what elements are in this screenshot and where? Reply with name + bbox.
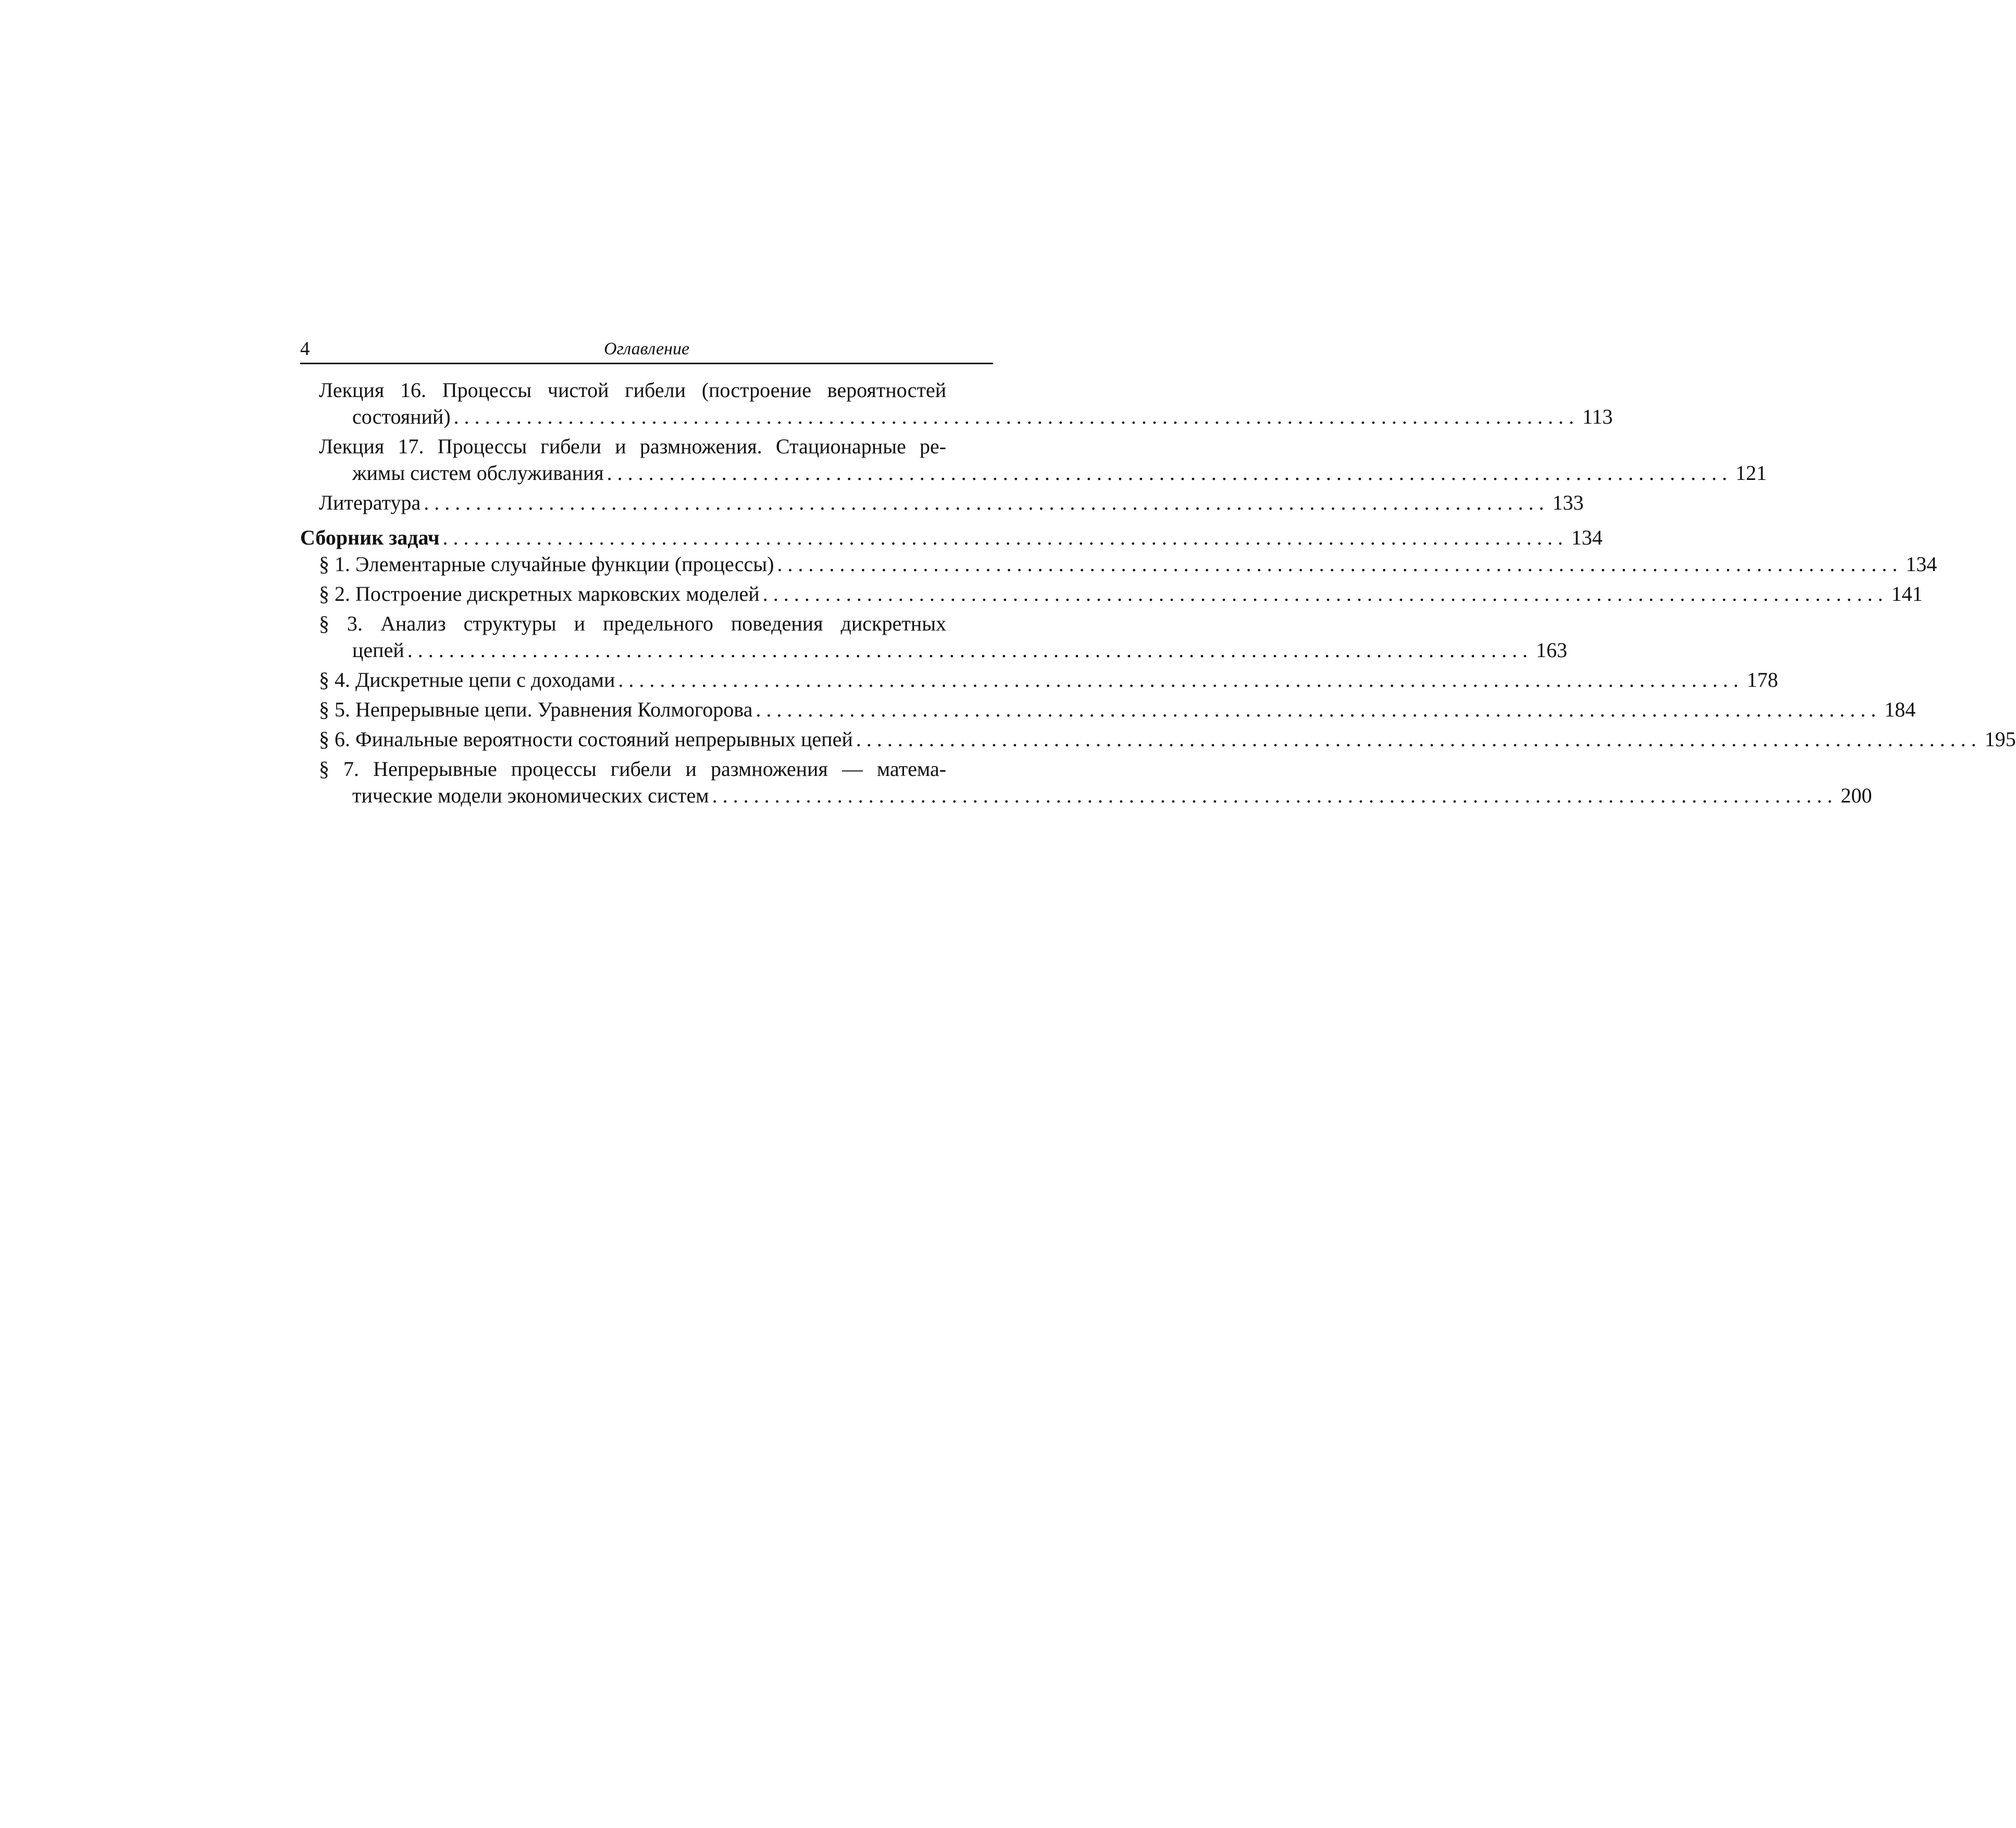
toc-entry-title: § 2. Построение дискретных марковских моделей — [319, 582, 760, 606]
toc-entry-section-3[interactable] — [300, 610, 1567, 663]
toc-entry-section-2[interactable] — [300, 580, 1923, 607]
toc-entry-title-line: § 3. Анализ структуры и предельного поведения дискретных — [319, 612, 946, 635]
dot-leader: ............................................................................................................ — [777, 552, 1903, 576]
toc-page-number: 141 — [1891, 582, 1923, 606]
toc-entry-title: § 5. Непрерывные цепи. Уравнения Колмогорова — [319, 698, 753, 721]
toc-entry-section-6[interactable] — [300, 726, 2016, 752]
toc-entry-section-4[interactable] — [300, 666, 1778, 693]
page-number: 4 — [300, 338, 310, 360]
toc-page-number: 184 — [1884, 698, 1916, 721]
toc-entry-last-line — [319, 460, 1767, 486]
toc-entry-line — [319, 696, 1916, 723]
toc-entry-title-line: Лекция 16. Процессы чистой гибели (построение вероятностей — [319, 378, 946, 402]
toc-entry-title-continuation: жимы систем обслуживания — [352, 461, 604, 485]
toc-entry-line — [319, 666, 1778, 693]
dot-leader: ............................................................................................................ — [762, 582, 1888, 606]
toc-entry-section-1[interactable] — [300, 551, 1937, 577]
toc-entry-line — [300, 524, 1603, 551]
toc-entry-section-7[interactable] — [300, 756, 1872, 809]
toc-page-number: 195 — [1984, 727, 2016, 751]
running-head — [300, 334, 993, 364]
toc-entry-lecture-17[interactable] — [300, 433, 1767, 486]
toc-entry-line — [319, 580, 1923, 607]
toc-entry-problem-collection[interactable] — [300, 524, 1603, 551]
toc-entry-line — [319, 726, 2016, 752]
toc-page-number: 133 — [1552, 491, 1584, 514]
toc-entry-line — [319, 489, 1584, 516]
toc-entry-section-5[interactable] — [300, 696, 1916, 723]
toc-entry-title: Литература — [319, 491, 421, 514]
dot-leader: ............................................................................................................ — [424, 491, 1550, 514]
toc-page-number: 134 — [1906, 552, 1937, 576]
toc-page-number: 178 — [1747, 668, 1778, 691]
table-of-contents — [300, 377, 2016, 809]
dot-leader: ............................................................................................................ — [856, 727, 1982, 751]
toc-entry-title-continuation: тические модели экономических систем — [352, 784, 709, 807]
toc-entry-last-line — [319, 782, 1872, 809]
toc-page-number: 200 — [1840, 784, 1872, 807]
dot-leader: ............................................................................................................ — [607, 461, 1733, 485]
toc-entry-lecture-16[interactable] — [300, 377, 1613, 430]
dot-leader: ............................................................................................................ — [712, 784, 1838, 807]
toc-entry-last-line — [319, 637, 1567, 663]
toc-entry-title: Сборник задач — [300, 526, 440, 549]
toc-entry-title-line: Лекция 17. Процессы гибели и размножения. Стационарные ре- — [319, 435, 946, 458]
toc-entry-last-line — [319, 403, 1613, 430]
toc-page-number: 121 — [1735, 461, 1767, 485]
toc-entry-title-continuation: состояний) — [352, 405, 451, 428]
toc-entry-title: § 6. Финальные вероятности состояний непрерывных цепей — [319, 727, 853, 751]
toc-entry-line — [319, 551, 1937, 577]
toc-entry-literature[interactable] — [300, 489, 1584, 516]
toc-entry-title: § 4. Дискретные цепи с доходами — [319, 668, 615, 691]
dot-leader: ............................................................................................................ — [453, 405, 1579, 428]
toc-page-number: 163 — [1536, 638, 1567, 662]
toc-entry-title-continuation: цепей — [352, 638, 404, 662]
toc-page-number: 113 — [1582, 405, 1613, 428]
toc-page-number: 134 — [1571, 526, 1603, 549]
toc-entry-title-line: § 7. Непрерывные процессы гибели и размножения — матема- — [319, 757, 946, 781]
toc-entry-title: § 1. Элементарные случайные функции (процессы) — [319, 552, 774, 576]
dot-leader: ............................................................................................................ — [756, 698, 1882, 721]
dot-leader: ............................................................................................................ — [442, 526, 1568, 549]
dot-leader: ............................................................................................................ — [407, 638, 1533, 662]
dot-leader: ............................................................................................................ — [618, 668, 1744, 691]
page-content — [300, 334, 2016, 809]
running-title: Оглавление — [603, 339, 690, 359]
